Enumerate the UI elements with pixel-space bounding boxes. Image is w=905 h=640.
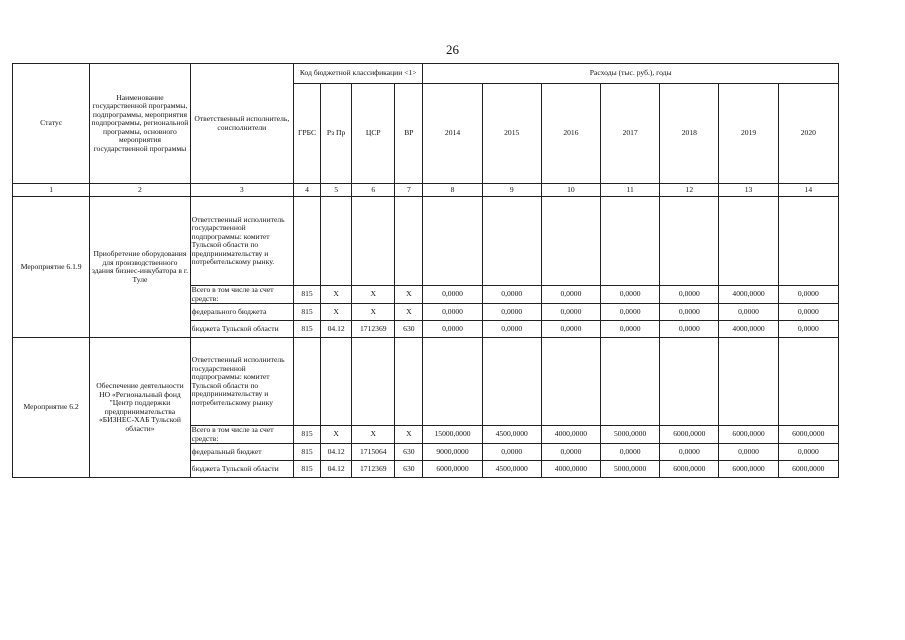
empty-cell xyxy=(541,338,600,426)
value-cell: 0,0000 xyxy=(778,286,838,304)
rzpr-cell: X xyxy=(321,426,352,444)
table-row xyxy=(13,197,839,286)
value-cell: 0,0000 xyxy=(601,444,660,461)
grbs-cell: 815 xyxy=(293,444,320,461)
csr-cell: X xyxy=(352,304,395,321)
header-year: 2019 xyxy=(719,84,778,184)
empty-cell xyxy=(352,197,395,286)
empty-cell xyxy=(423,338,482,426)
header-row-top xyxy=(13,64,839,84)
grbs-cell: 815 xyxy=(293,426,320,444)
vr-cell: X xyxy=(395,304,423,321)
column-number: 14 xyxy=(778,184,838,197)
header-name: Наименование государственной программы, подпрограммы, мероприятия подпрограммы, региональной программы, основного мероприятия государственной программы xyxy=(90,64,190,184)
header-vr: ВР xyxy=(395,84,423,184)
header-responsible: Ответственный исполнитель, соисполнители xyxy=(190,64,293,184)
value-cell: 0,0000 xyxy=(778,444,838,461)
column-number: 1 xyxy=(13,184,90,197)
value-cell: 4000,0000 xyxy=(719,286,778,304)
value-cell: 6000,0000 xyxy=(778,426,838,444)
value-cell: 4000,0000 xyxy=(541,426,600,444)
empty-cell xyxy=(601,338,660,426)
funding-source-label: бюджета Тульской области xyxy=(190,461,293,478)
column-number: 11 xyxy=(601,184,660,197)
value-cell: 0,0000 xyxy=(482,286,541,304)
header-year: 2018 xyxy=(660,84,719,184)
rzpr-cell: 04.12 xyxy=(321,321,352,338)
csr-cell: 1712369 xyxy=(352,461,395,478)
grbs-cell: 815 xyxy=(293,461,320,478)
rzpr-cell: X xyxy=(321,286,352,304)
column-number: 5 xyxy=(321,184,352,197)
status-cell: Мероприятие 6.2 xyxy=(13,338,90,478)
value-cell: 0,0000 xyxy=(482,444,541,461)
header-status: Статус xyxy=(13,64,90,184)
column-number: 2 xyxy=(90,184,190,197)
responsible-cell: Ответственный исполнитель государственной подпрограммы: комитет Тульской области по предпринимательству и потребительскому рынку xyxy=(190,338,293,426)
value-cell: 5000,0000 xyxy=(601,426,660,444)
value-cell: 0,0000 xyxy=(423,321,482,338)
header-csr: ЦСР xyxy=(352,84,395,184)
empty-cell xyxy=(293,338,320,426)
value-cell: 15000,0000 xyxy=(423,426,482,444)
table-row xyxy=(13,338,839,426)
column-number: 7 xyxy=(395,184,423,197)
csr-cell: X xyxy=(352,286,395,304)
empty-cell xyxy=(321,197,352,286)
empty-cell xyxy=(352,338,395,426)
column-number: 3 xyxy=(190,184,293,197)
value-cell: 0,0000 xyxy=(541,321,600,338)
funding-source-label: Всего в том числе за счет средств: xyxy=(190,286,293,304)
value-cell: 0,0000 xyxy=(660,444,719,461)
value-cell: 0,0000 xyxy=(601,304,660,321)
value-cell: 0,0000 xyxy=(778,321,838,338)
activity-name-cell: Обеспечение деятельности НО «Региональный фонд "Центр поддержки предпринимательства «БИЗНЕС-ХАБ Тульской области» xyxy=(90,338,190,478)
empty-cell xyxy=(321,338,352,426)
value-cell: 6000,0000 xyxy=(423,461,482,478)
empty-cell xyxy=(660,197,719,286)
rzpr-cell: 04.12 xyxy=(321,444,352,461)
funding-source-label: Всего в том числе за счет средств: xyxy=(190,426,293,444)
value-cell: 5000,0000 xyxy=(601,461,660,478)
empty-cell xyxy=(778,197,838,286)
header-year: 2017 xyxy=(601,84,660,184)
value-cell: 0,0000 xyxy=(541,444,600,461)
header-rzpr: Рз Пр xyxy=(321,84,352,184)
value-cell: 6000,0000 xyxy=(660,426,719,444)
header-year: 2020 xyxy=(778,84,838,184)
value-cell: 9000,0000 xyxy=(423,444,482,461)
value-cell: 0,0000 xyxy=(482,304,541,321)
empty-cell xyxy=(482,197,541,286)
rzpr-cell: 04.12 xyxy=(321,461,352,478)
funding-source-label: федеральный бюджет xyxy=(190,444,293,461)
funding-source-label: федерального бюджета xyxy=(190,304,293,321)
funding-source-label: бюджета Тульской области xyxy=(190,321,293,338)
activity-name-cell: Приобретение оборудования для производственного здания бизнес-инкубатора в г. Туле xyxy=(90,197,190,338)
empty-cell xyxy=(395,197,423,286)
value-cell: 0,0000 xyxy=(719,304,778,321)
empty-cell xyxy=(719,338,778,426)
value-cell: 6000,0000 xyxy=(778,461,838,478)
column-number: 13 xyxy=(719,184,778,197)
value-cell: 0,0000 xyxy=(660,304,719,321)
status-cell: Мероприятие 6.1.9 xyxy=(13,197,90,338)
csr-cell: X xyxy=(352,426,395,444)
value-cell: 0,0000 xyxy=(660,321,719,338)
value-cell: 6000,0000 xyxy=(719,461,778,478)
column-number: 10 xyxy=(541,184,600,197)
rzpr-cell: X xyxy=(321,304,352,321)
empty-cell xyxy=(719,197,778,286)
column-number-row xyxy=(13,184,839,197)
header-grbs: ГРБС xyxy=(293,84,320,184)
grbs-cell: 815 xyxy=(293,286,320,304)
value-cell: 4000,0000 xyxy=(719,321,778,338)
header-year: 2014 xyxy=(423,84,482,184)
value-cell: 4500,0000 xyxy=(482,426,541,444)
value-cell: 0,0000 xyxy=(601,286,660,304)
csr-cell: 1712369 xyxy=(352,321,395,338)
header-year: 2015 xyxy=(482,84,541,184)
responsible-cell: Ответственный исполнитель государственной подпрограммы: комитет Тульской области по предпринимательству и потребительскому рынку. xyxy=(190,197,293,286)
header-expenses: Расходы (тыс. руб.), годы xyxy=(423,64,839,84)
page-number: 26 xyxy=(446,42,459,57)
vr-cell: 630 xyxy=(395,461,423,478)
column-number: 9 xyxy=(482,184,541,197)
value-cell: 0,0000 xyxy=(482,321,541,338)
column-number: 12 xyxy=(660,184,719,197)
column-number: 6 xyxy=(352,184,395,197)
column-number: 8 xyxy=(423,184,482,197)
grbs-cell: 815 xyxy=(293,321,320,338)
empty-cell xyxy=(482,338,541,426)
value-cell: 0,0000 xyxy=(541,286,600,304)
empty-cell xyxy=(660,338,719,426)
header-year: 2016 xyxy=(541,84,600,184)
value-cell: 0,0000 xyxy=(660,286,719,304)
value-cell: 4500,0000 xyxy=(482,461,541,478)
value-cell: 0,0000 xyxy=(423,286,482,304)
value-cell: 4000,0000 xyxy=(541,461,600,478)
value-cell: 6000,0000 xyxy=(719,426,778,444)
value-cell: 0,0000 xyxy=(423,304,482,321)
empty-cell xyxy=(601,197,660,286)
vr-cell: X xyxy=(395,426,423,444)
budget-table xyxy=(12,63,839,478)
empty-cell xyxy=(778,338,838,426)
vr-cell: 630 xyxy=(395,444,423,461)
vr-cell: X xyxy=(395,286,423,304)
value-cell: 0,0000 xyxy=(541,304,600,321)
empty-cell xyxy=(395,338,423,426)
value-cell: 0,0000 xyxy=(719,444,778,461)
grbs-cell: 815 xyxy=(293,304,320,321)
header-budget-code: Код бюджетной классификации <1> xyxy=(293,64,422,84)
empty-cell xyxy=(541,197,600,286)
value-cell: 6000,0000 xyxy=(660,461,719,478)
vr-cell: 630 xyxy=(395,321,423,338)
empty-cell xyxy=(293,197,320,286)
value-cell: 0,0000 xyxy=(601,321,660,338)
csr-cell: 1715064 xyxy=(352,444,395,461)
column-number: 4 xyxy=(293,184,320,197)
value-cell: 0,0000 xyxy=(778,304,838,321)
empty-cell xyxy=(423,197,482,286)
